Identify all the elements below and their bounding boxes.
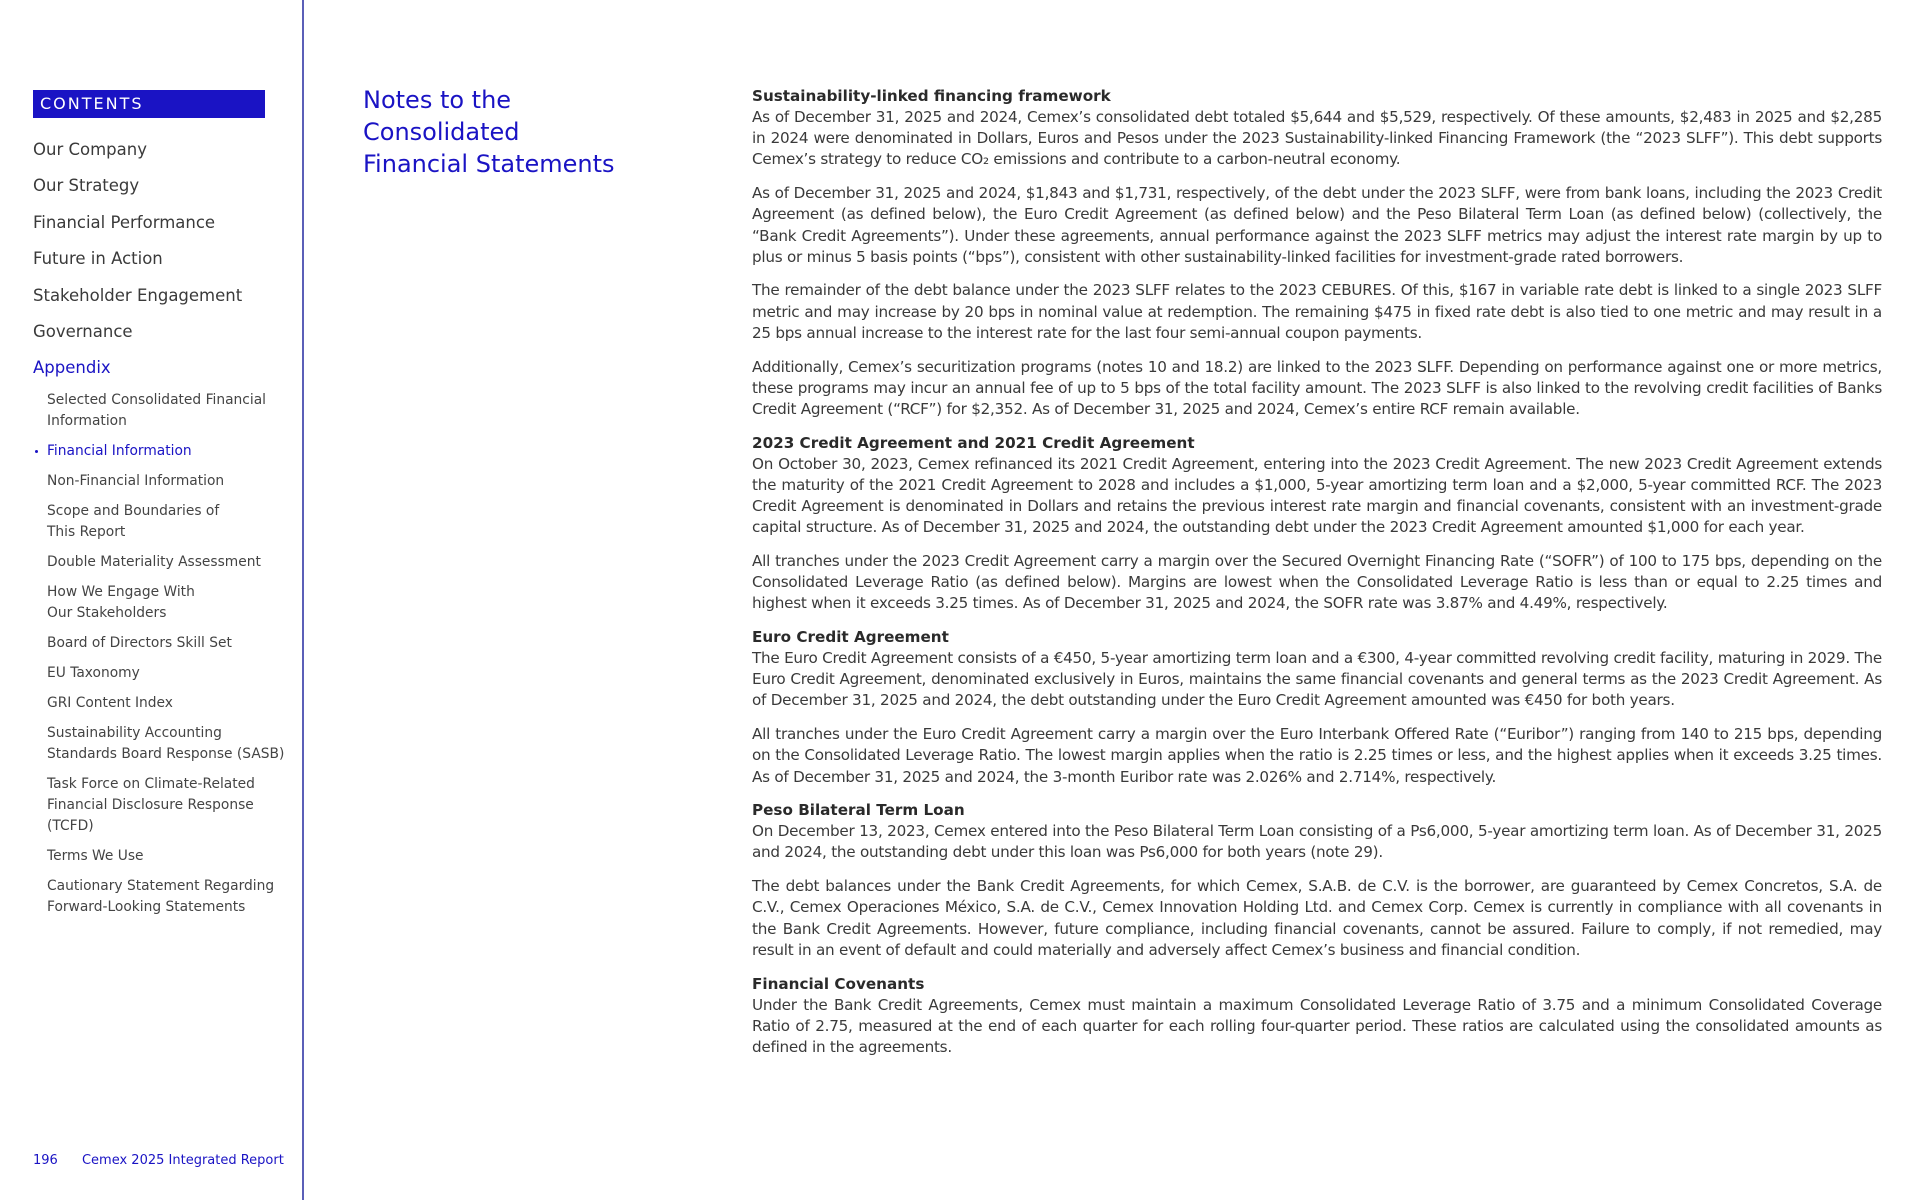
report-name: Cemex 2025 Integrated Report: [81, 1153, 284, 1168]
paragraph: Additionally, Cemex’s securitization programs (notes 10 and 18.2) are linked to the 2023 SLFF. Depending on performance against one or more metrics, these programs may incur an annual fee of up to 5 bps of the total facility amount. The 2023 SLFF is also linked to the revolving credit facilities of Banks Credit Agreement (“RCF”) for $2,352. As of December 31, 2025 and 2024, Cemex’s entire RCF remain available.: [752, 357, 1882, 418]
nav-item-our-strategy[interactable]: Our Strategy: [33, 176, 140, 196]
paragraph: The remainder of the debt balance under the 2023 SLFF relates to the 2023 CEBURES. Of this, $167 in variable rate debt is linked to a single 2023 SLFF metric and may increase by 20 bps in nominal value at redemption. The remaining $475 in fixed rate debt is also tied to one metric and may result in a 25 bps annual increase to the interest rate for the last four semi-annual coupon payments.: [752, 281, 1882, 342]
paragraph: Under the Bank Credit Agreements, Cemex must maintain a maximum Consolidated Leverage Ratio of 3.75 and a minimum Consolidated Coverage Ratio of 2.75, measured at the end of each quarter for each rolling four-quarter period. These ratios are calculated using the consolidated amounts as defined in the agreements.: [752, 995, 1882, 1056]
subnav-item-non-financial-information[interactable]: Non-Financial Information: [47, 473, 225, 489]
nav-item-financial-performance[interactable]: Financial Performance: [33, 212, 216, 232]
subnav-item-sasb[interactable]: Sustainability Accounting Standards Board Response (SASB): [47, 725, 285, 762]
subnav-item-how-we-engage[interactable]: How We Engage With Our Stakeholders: [47, 584, 195, 621]
page-number: 196: [33, 1153, 58, 1168]
subnav-item-scope-and-boundaries[interactable]: Scope and Boundaries of This Report: [47, 503, 220, 540]
nav-item-governance[interactable]: Governance: [33, 321, 133, 341]
subnav-item-selected-consolidated-financial-information[interactable]: Selected Consolidated Financial Information: [47, 392, 266, 429]
paragraph: All tranches under the 2023 Credit Agreement carry a margin over the Secured Overnight Financing Rate (“SOFR”) of 100 to 175 bps, depending on the Consolidated Leverage Ratio (as defined below). Margins are lowest when the Consolidated Leverage Ratio is less than or equal to 2.25 times and highest when it exceeds 3.25 times. As of December 31, 2025 and 2024, the SOFR rate was 3.87% and 4.49%, respectively.: [752, 551, 1882, 613]
section-heading-credit-agreements: 2023 Credit Agreement and 2021 Credit Agreement: [752, 433, 1195, 452]
section-heading-financial-covenants: Financial Covenants: [752, 974, 925, 993]
subnav-item-board-skill-set[interactable]: Board of Directors Skill Set: [47, 635, 232, 651]
subnav-item-cautionary-statement[interactable]: Cautionary Statement Regarding Forward-Looking Statements: [47, 878, 275, 915]
subnav-item-gri-content-index[interactable]: GRI Content Index: [47, 695, 173, 711]
nav-item-our-company[interactable]: Our Company: [33, 140, 147, 159]
paragraph: As of December 31, 2025 and 2024, $1,843 and $1,731, respectively, of the debt under the 2023 SLFF, were from bank loans, including the 2023 Credit Agreement (as defined below), the Euro Credit Agreement (as defined below) and the Peso Bilateral Term Loan (as defined below) (collectively, the “Bank Credit Agreements”). Under these agreements, annual performance against the 2023 SLFF metrics may adjust the interest rate margin by up to plus or minus 5 basis points (“bps”), consistent with other sustainability-linked facilities for investment-grade rated borrowers.: [752, 184, 1882, 266]
nav-item-future-in-action[interactable]: Future in Action: [33, 249, 163, 269]
page-footer: [33, 1153, 284, 1168]
main-content: [752, 86, 1882, 1058]
paragraph: On December 13, 2023, Cemex entered into the Peso Bilateral Term Loan consisting of a Ps6,000, 5-year amortizing term loan. As of December 31, 2025 and 2024, the outstanding debt under this loan was Ps6,000 for both years (note 29).: [752, 822, 1882, 862]
sidebar: [0, 0, 304, 1200]
subnav-item-eu-taxonomy[interactable]: EU Taxonomy: [47, 665, 140, 681]
subnav-item-financial-information[interactable]: Financial Information: [47, 441, 287, 462]
page-title: Notes to the Consolidated Financial Statements: [363, 86, 615, 178]
appendix-subnav: [47, 390, 287, 927]
contents-button[interactable]: CONTENTS: [33, 90, 265, 118]
paragraph: As of December 31, 2025 and 2024, Cemex’s consolidated debt totaled $5,644 and $5,529, respectively. Of these amounts, $2,483 in 2025 and $2,285 in 2024 were denominated in Dollars, Euros and Pesos under the 2023 Sustainability-linked Financing Framework (the “2023 SLFF”). This debt supports Cemex’s strategy to reduce CO₂ emissions and contribute to a carbon-neutral economy.: [752, 108, 1882, 169]
subnav-item-double-materiality-assessment[interactable]: Double Materiality Assessment: [47, 554, 261, 570]
subnav-item-tcfd[interactable]: Task Force on Climate-Related Financial Disclosure Response (TCFD): [47, 776, 255, 834]
paragraph: All tranches under the Euro Credit Agreement carry a margin over the Euro Interbank Offered Rate (“Euribor”) ranging from 140 to 215 bps, depending on the Consolidated Leverage Ratio. The lowest margin applies when the ratio is 2.25 times or less, and the highest applies when it exceeds 3.25 times. As of December 31, 2025 and 2024, the 3-month Euribor rate was 2.026% and 2.714%, respectively.: [752, 725, 1882, 786]
section-heading-slff: Sustainability-linked financing framework: [752, 87, 1111, 105]
main-nav: [33, 138, 242, 393]
paragraph: The Euro Credit Agreement consists of a €450, 5-year amortizing term loan and a €300, 4-year committed revolving credit facility, maturing in 2029. The Euro Credit Agreement, denominated exclusively in Euros, maintains the same financial covenants and general terms as the 2023 Credit Agreement. As of December 31, 2025 and 2024, the debt outstanding under the Euro Credit Agreement amounted was €450 for both years.: [752, 649, 1882, 710]
section-heading-peso-bilateral: Peso Bilateral Term Loan: [752, 801, 965, 820]
paragraph: The debt balances under the Bank Credit Agreements, for which Cemex, S.A.B. de C.V. is the borrower, are guaranteed by Cemex Concretos, S.A. de C.V., Cemex Operaciones México, S.A. de C.V., Cemex Innovation Holding Ltd. and Cemex Corp. Cemex is currently in compliance with all covenants in the Bank Credit Agreements. However, future compliance, including financial covenants, cannot be assured. Failure to comply, if not remedied, may result in an event of default and could materially and adversely affect Cemex’s business and financial condition.: [752, 877, 1882, 959]
nav-item-stakeholder-engagement[interactable]: Stakeholder Engagement: [33, 285, 243, 305]
subnav-item-terms-we-use[interactable]: Terms We Use: [47, 848, 144, 864]
section-heading-euro-credit: Euro Credit Agreement: [752, 628, 949, 647]
paragraph: On October 30, 2023, Cemex refinanced its 2021 Credit Agreement, entering into the 2023 Credit Agreement. The new 2023 Credit Agreement extends the maturity of the 2021 Credit Agreement to 2028 and includes a $1,000, 5-year amortizing term loan and a $2,000, 5-year committed RCF. The 2023 Credit Agreement is denominated in Dollars and retains the previous interest rate margin and financial covenants, consistent with an investment-grade capital structure. As of December 31, 2025 and 2024, the outstanding debt under the 2023 Credit Agreement amounted $1,000 for each year.: [752, 454, 1882, 537]
nav-item-appendix[interactable]: Appendix: [33, 358, 111, 378]
